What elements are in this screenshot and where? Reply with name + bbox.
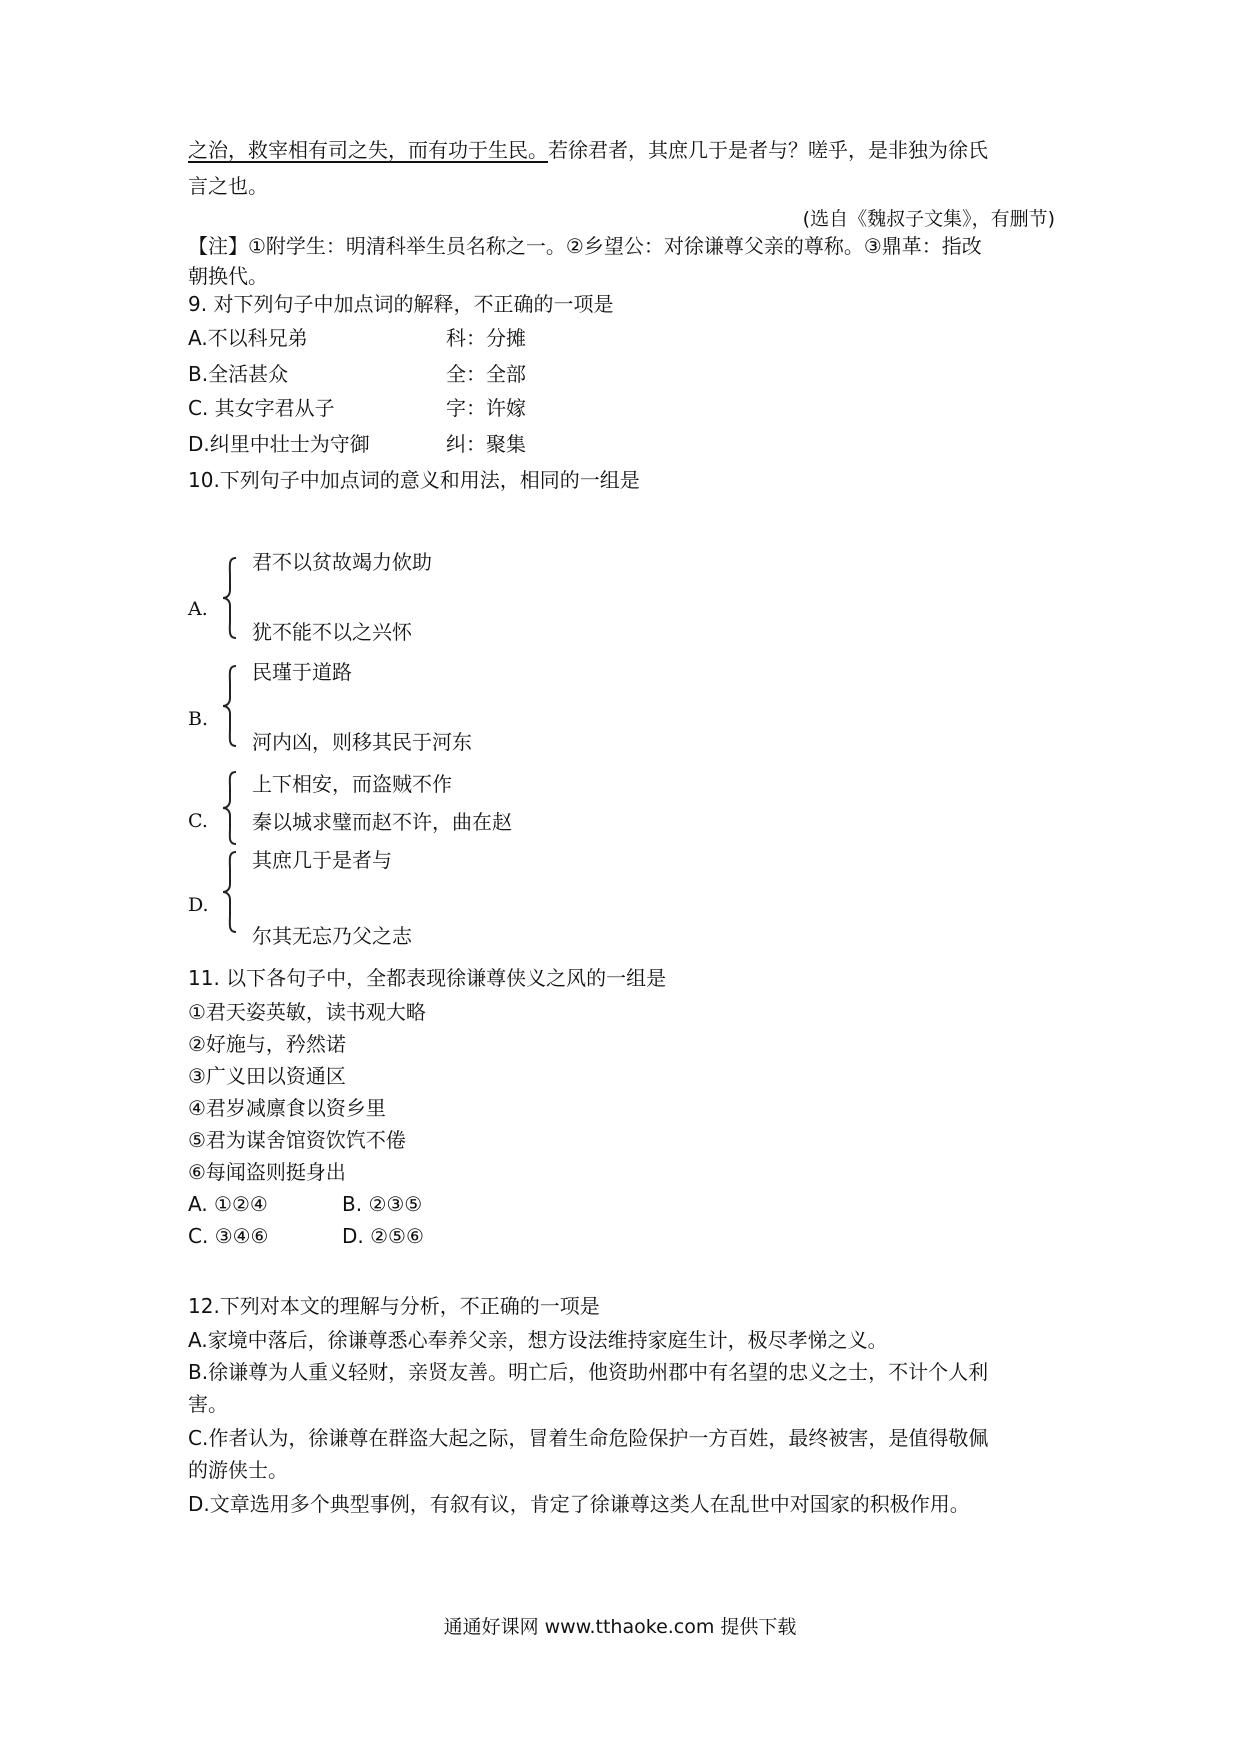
choice-value: ①②④ xyxy=(214,1192,268,1216)
q9-stem: 9. 对下列句子中加点词的解释，不正确的一项是 xyxy=(188,292,614,316)
q11-item-2: ②好施与，矜然诺 xyxy=(188,1032,346,1056)
q10-a-bottom: 犹不能不以之兴怀 xyxy=(252,620,412,644)
q11-choice-b xyxy=(342,1190,422,1218)
q10-b-bottom: 河内凶，则移其民于河东 xyxy=(252,730,472,754)
source-citation: (选自《魏叔子文集》，有删节) xyxy=(802,208,1055,230)
choice-value: ③④⑥ xyxy=(214,1224,269,1248)
q10-label-c: C. xyxy=(188,810,208,832)
q9-option-c: C. 其女字君从子 xyxy=(188,396,335,420)
q12-option-b-cont: 害。 xyxy=(188,1392,228,1416)
q9-option-b: B.全活甚众 xyxy=(188,362,289,386)
footer-watermark: 通通好课网 www.tthaoke.com 提供下载 xyxy=(443,1616,797,1638)
choice-label: D. xyxy=(342,1224,364,1248)
q10-c-top: 上下相安，而盗贼不作 xyxy=(252,772,452,796)
q11-item-3: ③广义田以资通区 xyxy=(188,1064,346,1088)
brace-icon xyxy=(222,556,236,640)
q12-option-c: C.作者认为，徐谦尊在群盗大起之际，冒着生命危险保护一方百姓，最终被害，是值得敬佩 xyxy=(188,1426,989,1450)
q12-option-d: D.文章选用多个典型事例，有叙有议，肯定了徐谦尊这类人在乱世中对国家的积极作用。 xyxy=(188,1492,970,1516)
q10-label-a: A. xyxy=(188,598,208,620)
q11-choice-a xyxy=(188,1190,268,1218)
brace-icon xyxy=(222,770,236,846)
q9-gloss-c: 字：许嫁 xyxy=(446,396,526,420)
q10-stem: 10.下列句子中加点词的意义和用法，相同的一组是 xyxy=(188,468,640,492)
q11-choice-d xyxy=(342,1222,424,1250)
q12-option-c-cont: 的游侠士。 xyxy=(188,1458,288,1482)
brace-icon xyxy=(222,664,236,748)
choice-label: B. xyxy=(342,1192,363,1216)
note-line-1: 【注】①附学生：明清科举生员名称之一。②乡望公：对徐谦尊父亲的尊称。③鼎革：指改 xyxy=(188,234,982,258)
q9-gloss-b: 全：全部 xyxy=(446,362,526,386)
passage-line-1 xyxy=(188,136,988,164)
q11-choice-c xyxy=(188,1222,268,1250)
q11-item-1: ①君天姿英敏，读书观大略 xyxy=(188,1000,426,1024)
q12-option-b: B.徐谦尊为人重义轻财，亲贤友善。明亡后，他资助州郡中有名望的忠义之士，不计个人利 xyxy=(188,1360,989,1384)
q10-d-top: 其庶几于是者与 xyxy=(252,848,392,872)
q10-a-top: 君不以贫故竭力佽助 xyxy=(252,550,432,574)
q10-label-d: D. xyxy=(188,894,209,916)
choice-value: ②⑤⑥ xyxy=(370,1224,424,1248)
passage-text: 若徐君者，其庶几于是者与？嗟乎，是非独为徐氏 xyxy=(548,138,988,162)
underlined-sentence: 之治，救宰相有司之失，而有功于生民。 xyxy=(188,138,548,162)
note-line-2: 朝换代。 xyxy=(188,264,268,288)
q11-item-5: ⑤君为谋舍馆资饮饩不倦 xyxy=(188,1128,406,1152)
q12-option-a: A.家境中落后，徐谦尊悉心奉养父亲，想方设法维持家庭生计，极尽孝悌之义。 xyxy=(188,1328,888,1352)
q11-stem: 11. 以下各句子中，全都表现徐谦尊侠义之风的一组是 xyxy=(188,966,667,990)
q12-stem: 12.下列对本文的理解与分析，不正确的一项是 xyxy=(188,1294,600,1318)
q10-b-top: 民瑾于道路 xyxy=(252,660,352,684)
passage-line-2: 言之也。 xyxy=(188,174,268,198)
choice-value: ②③⑤ xyxy=(368,1192,423,1216)
q9-gloss-d: 纠：聚集 xyxy=(446,432,526,456)
q10-c-bottom: 秦以城求璧而赵不许，曲在赵 xyxy=(252,810,512,834)
q9-option-a: A.不以科兄弟 xyxy=(188,326,308,350)
q11-item-6: ⑥每闻盗则挺身出 xyxy=(188,1160,346,1184)
q9-gloss-a: 科：分摊 xyxy=(446,326,526,350)
brace-icon xyxy=(222,850,236,934)
q9-option-d: D.纠里中壮士为守御 xyxy=(188,432,370,456)
q10-label-b: B. xyxy=(188,708,209,730)
q11-item-4: ④君岁减廪食以资乡里 xyxy=(188,1096,386,1120)
choice-label: C. xyxy=(188,1224,209,1248)
choice-label: A. xyxy=(188,1192,208,1216)
q10-d-bottom: 尔其无忘乃父之志 xyxy=(252,924,412,948)
